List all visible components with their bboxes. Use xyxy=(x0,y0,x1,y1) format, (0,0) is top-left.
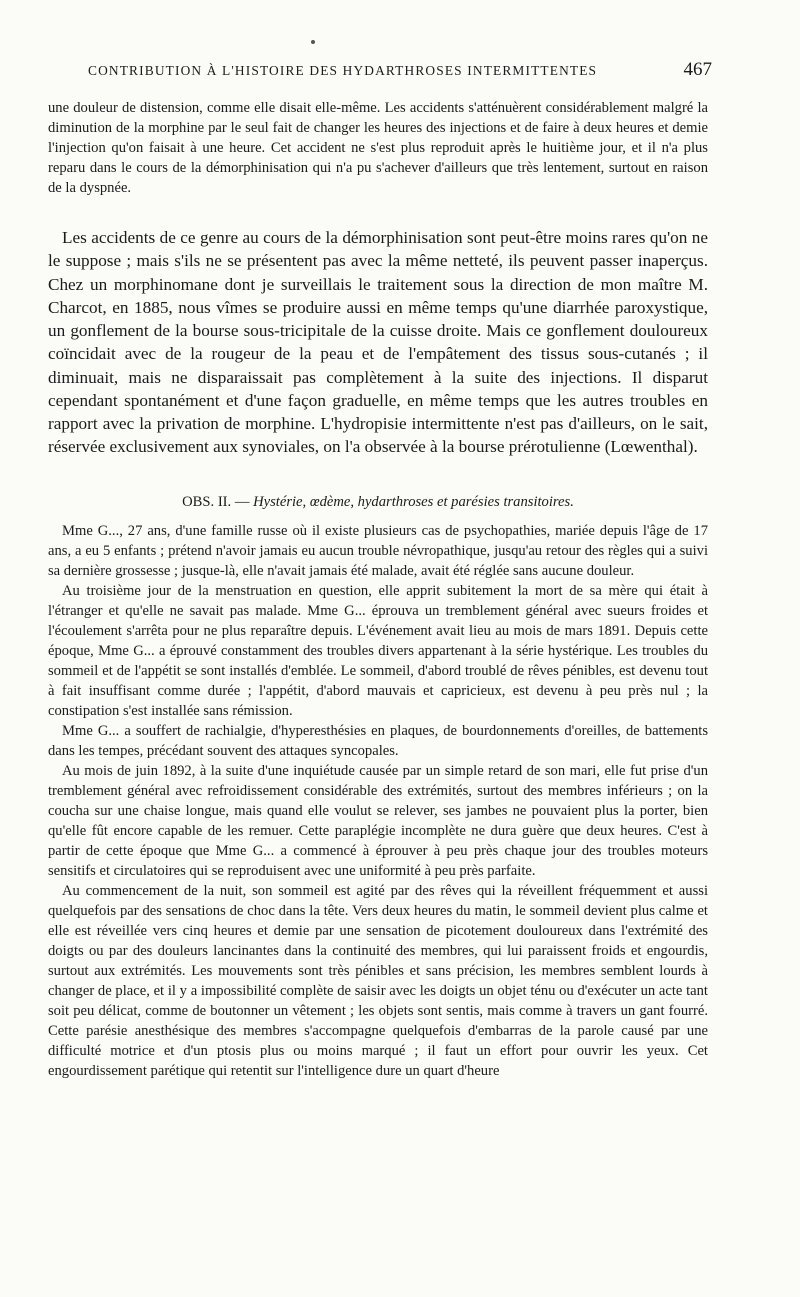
observation-heading xyxy=(48,494,708,511)
paragraph: Au troisième jour de la menstruation en question, elle apprit subitement la mort de sa mère qui était à l'étranger et qu'elle ne savait pas malade. Mme G... éprouva un tremblement général avec sueurs froides et l'écoulement s'arrêta pour ne plus reparaître depuis. L'événement avait lieu au mois de mars 1891. Depuis cette époque, Mme G... a éprouvé constamment des troubles divers appartenant à la série hystérique. Les troubles du sommeil et de l'appétit se sont installés d'emblée. Le sommeil, d'abord troublé de rêves pénibles, est devenu tout à fait insuffisant comme durée ; l'appétit, d'abord mauvais et capricieux, est devenu à peu près nul ; la constipation s'est installée sans rémission. xyxy=(48,583,708,719)
paragraph: Les accidents de ce genre au cours de la démorphinisation sont peut-être moins rares qu'on ne le suppose ; mais s'ils ne se présentent pas avec la même netteté, ils peuvent passer inaperçus. Chez un morphinomane dont je surveillais le traitement sous la direction de mon maître M. Charcot, en 1885, nous vîmes se produire aussi en même temps qu'une diarrhée paroxystique, un gonflement de la bourse sous-tricipitale de la cuisse droite. Mais ce gonflement douloureux coïncidait avec de la rougeur de la peau et de l'empâtement des tissus sous-cutanés ; il diminuait, mais ne disparaissait pas complètement à la suite des injections. Il disparut cependant spontanément et d'une façon graduelle, en même temps que les autres troubles en rapport avec la privation de morphine. L'hydropisie intermittente n'est pas d'ailleurs, on le sait, réservée exclusivement aux synoviales, on l'a observée à la bourse prérotulienne (Lœwenthal). xyxy=(48,228,708,457)
observation-title: Hystérie, œdème, hydarthroses et parésies transitoires. xyxy=(253,494,574,510)
paragraph: une douleur de distension, comme elle disait elle-même. Les accidents s'atténuèrent considérablement malgré la diminution de la morphine par le seul fait de changer les heures des injections et de faire à deux heures et demie l'injection qu'on faisait à une heure. Cet accident ne s'est plus reproduit après le huitième jour, et il n'a plus reparu dans le cours de la démorphinisation qui n'a pu s'achever d'ailleurs que très lentement, surtout en raison de la dyspnée. xyxy=(48,100,708,196)
paragraph: Au commencement de la nuit, son sommeil est agité par des rêves qui la réveillent fréquemment et aussi quelquefois par des sensations de choc dans la tête. Vers deux heures du matin, le sommeil devient plus calme et elle est réveillée vers cinq heures et demie par une sensation de picotement douloureux dans l'extrémité des doigts ou par des douleurs lancinantes dans la continuité des membres, qui lui paraissent froids et engourdis, surtout aux extrémités. Les mouvements sont très pénibles et sans précision, les membres semblent lourds à changer de place, et il y a impossibilité complète de saisir avec les doigts un objet ténu ou d'exécuter un acte tant soit peu délicat, comme de boutonner un vêtement ; les objets sont sentis, mais comme à travers un gant fourré. Cette parésie anesthésique des membres s'accompagne quelquefois d'embarras de la parole causé par une difficulté motrice et d'un ptosis plus ou moins marqué ; il faut un effort pour ouvrir les yeux. Cet engourdissement parétique qui retentit sur l'intelligence dure un quart d'heure xyxy=(48,883,708,1079)
running-title: CONTRIBUTION À L'HISTOIRE DES HYDARTHROSES INTERMITTENTES xyxy=(88,63,598,78)
observation-label: OBS. II. — xyxy=(182,494,250,510)
page-number: 467 xyxy=(683,59,712,80)
paragraph: Mme G... a souffert de rachialgie, d'hyperesthésies en plaques, de bourdonnements d'oreilles, de battements dans les tempes, précédant souvent des attaques syncopales. xyxy=(48,723,708,759)
main-text xyxy=(48,226,708,459)
quoted-case-text xyxy=(48,98,708,198)
ink-dot xyxy=(311,40,315,44)
paragraph: Au mois de juin 1892, à la suite d'une inquiétude causée par un simple retard de son mari, elle fut prise d'un tremblement général avec refroidissement considérable des extrémités, surtout des membres inférieurs ; on la coucha sur une chaise longue, mais quand elle voulut se relever, ses jambes ne pouvaient plus la porter, bien qu'elle fût encore capable de les remuer. Cette paraplégie incomplète ne dura guère que deux heures. C'est à partir de cette époque que Mme G... a commencé à éprouver à peu près chaque jour des troubles moteurs sensitifs et circulatoires qui se reproduisent avec une uniformité à peu près parfaite. xyxy=(48,763,708,879)
paragraph: Mme G..., 27 ans, d'une famille russe où il existe plusieurs cas de psychopathies, mariée depuis l'âge de 17 ans, a eu 5 enfants ; prétend n'avoir jamais eu aucun trouble névropathique, jusqu'au retour des règles qui a suivi sa dernière grossesse ; jusque-là, elle n'avait jamais été malade, avait été réglée sans aucune douleur. xyxy=(48,523,708,579)
page-header xyxy=(88,60,712,86)
observation-text xyxy=(48,521,708,1081)
